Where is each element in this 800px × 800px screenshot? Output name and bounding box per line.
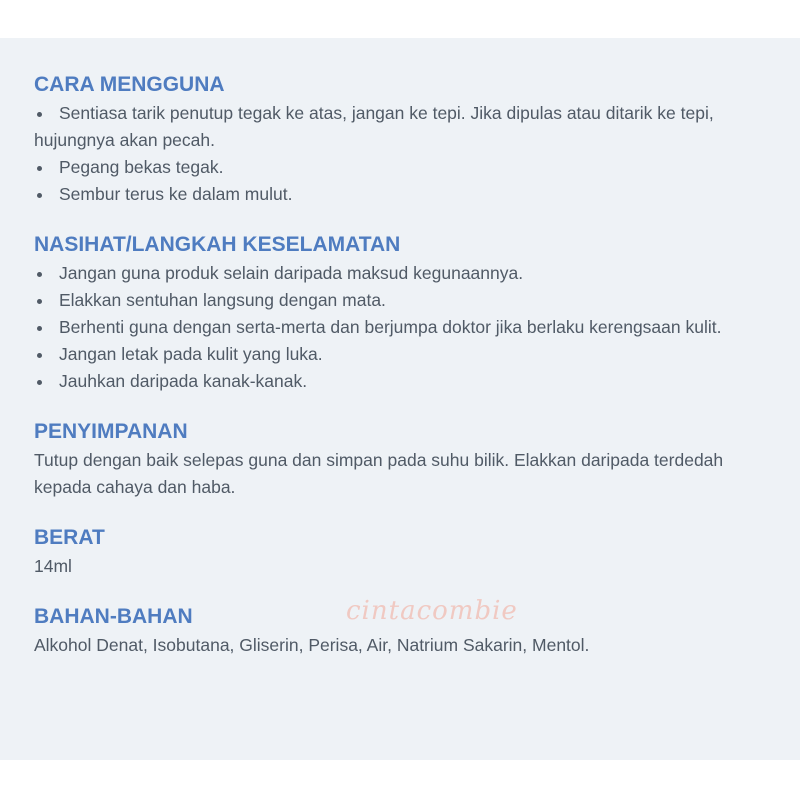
- list-item-text: Sembur terus ke dalam mulut.: [59, 184, 293, 204]
- list-item: [34, 181, 766, 208]
- list-item-text: Pegang bekas tegak.: [59, 157, 224, 177]
- watermark: cintacombie: [346, 596, 518, 626]
- list-item-text: Jangan guna produk selain daripada maksud kegunaannya.: [59, 263, 524, 283]
- section-penyimpanan: [34, 419, 766, 501]
- list-item-text: Jangan letak pada kulit yang luka.: [59, 344, 323, 364]
- list-item: [34, 314, 766, 341]
- bullet-icon: [37, 326, 42, 331]
- list-item-text: Berhenti guna dengan serta-merta dan berjumpa doktor jika berlaku kerengsaan kulit.: [59, 317, 722, 337]
- list-item: [34, 368, 766, 395]
- list-item-text: Jauhkan daripada kanak-kanak.: [59, 371, 308, 391]
- list-item: [34, 287, 766, 314]
- bullet-icon: [37, 166, 42, 171]
- section-berat: [34, 525, 766, 580]
- heading-nasihat: NASIHAT/LANGKAH KESELAMATAN: [34, 233, 401, 256]
- heading-cara-mengguna: CARA MENGGUNA: [34, 73, 225, 96]
- section-nasihat: [34, 232, 766, 395]
- product-info-panel: [0, 38, 800, 760]
- heading-bahan: BAHAN-BAHAN: [34, 605, 193, 628]
- heading-penyimpanan: PENYIMPANAN: [34, 420, 188, 443]
- list-item: [34, 341, 766, 368]
- list-item: [34, 100, 766, 154]
- list-nasihat: [34, 260, 766, 395]
- list-item: [34, 260, 766, 287]
- bullet-icon: [37, 272, 42, 277]
- bullet-icon: [37, 299, 42, 304]
- bullet-icon: [37, 380, 42, 385]
- heading-berat: BERAT: [34, 526, 105, 549]
- list-item: [34, 154, 766, 181]
- berat-value: 14ml: [34, 556, 72, 576]
- bullet-icon: [37, 353, 42, 358]
- bullet-icon: [37, 112, 42, 117]
- section-cara-mengguna: [34, 72, 766, 208]
- list-item-text: Sentiasa tarik penutup tegak ke atas, jangan ke tepi. Jika dipulas atau ditarik ke tepi, hujungnya akan pecah.: [34, 103, 714, 150]
- list-cara-mengguna: [34, 100, 766, 208]
- bahan-text: Alkohol Denat, Isobutana, Gliserin, Perisa, Air, Natrium Sakarin, Mentol.: [34, 635, 590, 655]
- list-item-text: Elakkan sentuhan langsung dengan mata.: [59, 290, 386, 310]
- penyimpanan-text: Tutup dengan baik selepas guna dan simpan pada suhu bilik. Elakkan daripada terdedah kepada cahaya dan haba.: [34, 450, 724, 497]
- bullet-icon: [37, 193, 42, 198]
